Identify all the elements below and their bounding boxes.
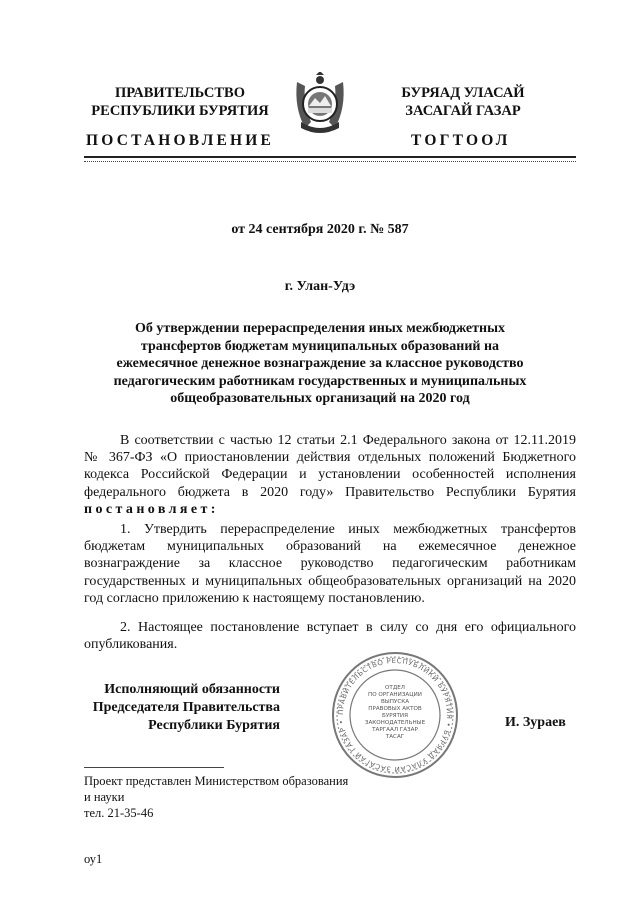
preamble-text: В соответствии с частью 12 статьи 2.1 Федерального закона от 12.11.2019 № 367-ФЗ «О приостановлении действия отдельных положений Бюджетного кодекса Российской Федерации и установлении особенностей исполнения федерального бюджета в 2020 году» Правительство Республики Бурятия — [84, 433, 576, 500]
seal-inner-line: БУРЯТИЯ — [382, 713, 408, 719]
government-name-ru-line1: ПРАВИТЕЛЬСТВО — [115, 85, 245, 101]
document-title — [60, 320, 580, 408]
doc-type-bua: ТОГТООЛ — [411, 132, 511, 149]
signatory-position-line1: Исполняющий обязанности — [104, 682, 280, 697]
signatory-position — [80, 681, 280, 735]
title-line: трансфертов бюджетам муниципальных образований на — [140, 338, 500, 354]
signatory-name: И. Зураев — [505, 715, 566, 730]
signatory-position-line2: Председателя Правительства — [92, 700, 280, 715]
seal-inner-line: ОТДЕЛ — [385, 685, 405, 691]
item-2-text: 2. Настоящее постановление вступает в силу со дня его официального опубликования. — [84, 620, 576, 653]
preamble-paragraph — [84, 432, 576, 518]
header-divider-dotted — [84, 161, 576, 162]
official-seal-icon — [330, 650, 460, 780]
seal-inner-line: ТАСАГ — [385, 734, 405, 740]
header-divider — [84, 156, 576, 158]
resolves-word: постановляет: — [84, 501, 219, 517]
footer-note — [84, 773, 348, 821]
item-1-text: 1. Утвердить перераспределение иных межбюджетных трансфертов бюджетам муниципальных образований на ежемесячное денежное вознаграждение за классное руководство педагогическим работникам государственных и муниципальных общеобразовательных организаций на 2020 год согласно приложению к настоящему постановлению. — [84, 522, 576, 606]
government-name-bua-line2: ЗАСАГАЙ ГАЗАР — [405, 103, 521, 119]
government-name-bua — [378, 84, 548, 120]
seal-inner-line: ТАРГААЛ ГАЗАР — [372, 727, 418, 733]
title-line: общеобразовательных организаций на 2020 год — [170, 391, 470, 407]
title-line: педагогическим работникам государственных и муниципальных — [113, 373, 527, 389]
seal-inner-line: ВЫПУСКА — [380, 699, 410, 705]
date-and-number: от 24 сентября 2020 г. № 587 — [231, 222, 409, 237]
footer-divider — [84, 767, 224, 768]
government-name-ru-line2: РЕСПУБЛИКИ БУРЯТИЯ — [91, 103, 269, 119]
item-2-paragraph — [84, 619, 576, 653]
city: г. Улан-Удэ — [284, 279, 356, 294]
seal-ring-text: ПРАВИТЕЛЬСТВО РЕСПУБЛИКИ БУРЯТИЯ • БУРЯАД УЛАСАЙ ЗАСАГАЙ ГАЗАР • — [336, 656, 454, 774]
government-name-ru — [80, 84, 280, 120]
title-line: Об утверждении перераспределения иных межбюджетных — [134, 321, 506, 336]
footer-line: тел. 21-35-46 — [84, 806, 154, 820]
doc-type-ru: ПОСТАНОВЛЕНИЕ — [86, 132, 275, 149]
footer-line: и науки — [84, 790, 125, 804]
signatory-position-line3: Республики Бурятия — [148, 718, 280, 733]
government-name-bua-line1: БУРЯАД УЛАСАЙ — [401, 85, 525, 101]
title-line: ежемесячное денежное вознаграждение за классное руководство — [116, 356, 524, 372]
footer-line: Проект представлен Министерством образования — [84, 774, 349, 788]
seal-inner-line: ПО ОРГАНИЗАЦИИ — [368, 692, 422, 698]
document-code: оу1 — [84, 852, 103, 866]
coat-of-arms-icon — [291, 72, 349, 138]
seal-inner-line: ЗАКОНОДАТЕЛЬНЫЕ — [364, 720, 426, 726]
seal-inner-line: ПРАВОВЫХ АКТОВ — [368, 706, 422, 712]
item-1-paragraph — [84, 521, 576, 607]
